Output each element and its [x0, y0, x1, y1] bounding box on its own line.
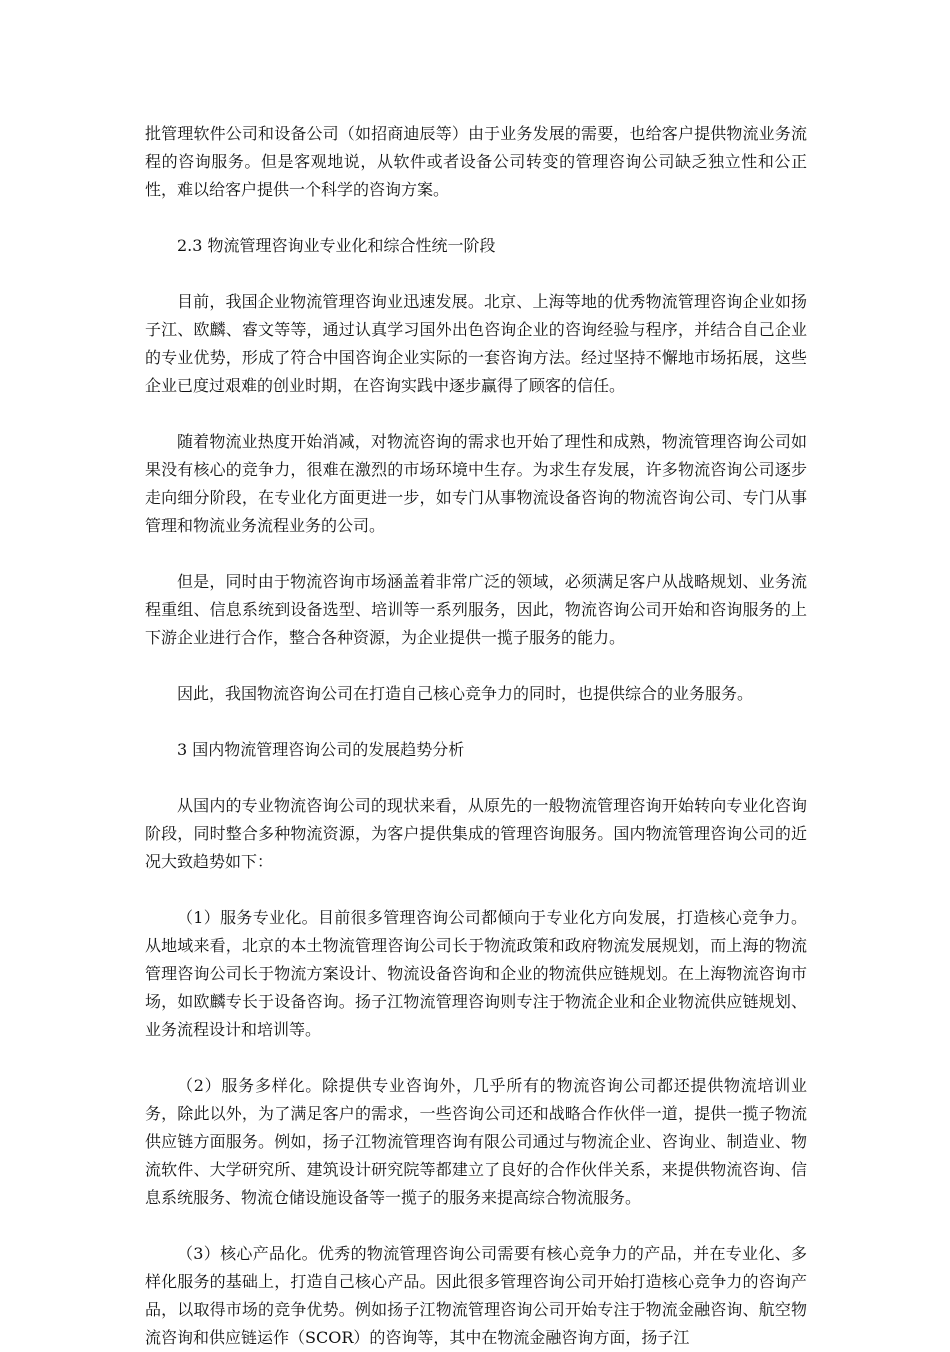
- paragraph-gap: [145, 1212, 807, 1240]
- paragraph-gap: [145, 708, 807, 736]
- section-heading-3: 3 国内物流管理咨询公司的发展趋势分析: [177, 740, 465, 759]
- paragraph-gap: [145, 1044, 807, 1072]
- paragraph-specialization: 随着物流业热度开始消减，对物流咨询的需求也开始了理性和成熟，物流管理咨询公司如果没有核心的竞争力，很难在激烈的市场环境中生存。为求生存发展，许多物流咨询公司逐步走向细分阶段，在专业化方面更进一步，如专门从事物流设备咨询的物流咨询公司、专门从事管理和物流业务流程业务的公司。: [145, 432, 807, 535]
- paragraph-trend-1: （1）服务专业化。目前很多管理咨询公司都倾向于专业化方向发展，打造核心竞争力。从地域来看，北京的本土物流管理咨询公司长于物流政策和政府物流发展规划，而上海的物流管理咨询公司长于物流方案设计、物流设备咨询和企业的物流供应链规划。在上海物流咨询市场，如欧麟专长于设备咨询。扬子江物流管理咨询则专注于物流企业和企业物流供应链规划、业务流程设计和培训等。: [145, 908, 807, 1039]
- paragraph-gap: [145, 400, 807, 428]
- paragraph-continued: 批管理软件公司和设备公司（如招商迪辰等）由于业务发展的需要，也给客户提供物流业务流程的咨询服务。但是客观地说，从软件或者设备公司转变的管理咨询公司缺乏独立性和公正性，难以给客户提供一个科学的咨询方案。: [145, 124, 807, 199]
- paragraph-gap: [145, 260, 807, 288]
- paragraph-gap: [145, 204, 807, 232]
- paragraph-trend-2: （2）服务多样化。除提供专业咨询外，几乎所有的物流咨询公司都还提供物流培训业务，除此以外，为了满足客户的需求，一些咨询公司还和战略合作伙伴一道，提供一揽子物流供应链方面服务。例如，扬子江物流管理咨询有限公司通过与物流企业、咨询业、制造业、物流软件、大学研究所、建筑设计研究院等都建立了良好的合作伙伴关系，来提供物流咨询、信息系统服务、物流仓储设施设备等一揽子的服务来提高综合物流服务。: [145, 1076, 807, 1207]
- paragraph-trend-intro: 从国内的专业物流咨询公司的现状来看，从原先的一般物流管理咨询开始转向专业化咨询阶段，同时整合多种物流资源，为客户提供集成的管理咨询服务。国内物流管理咨询公司的近况大致趋势如下：: [145, 796, 807, 871]
- document-body: [145, 120, 807, 1352]
- paragraph-current-development: 目前，我国企业物流管理咨询业迅速发展。北京、上海等地的优秀物流管理咨询企业如扬子江、欧麟、睿文等等，通过认真学习国外出色咨询企业的咨询经验与程序，并结合自己企业的专业优势，形成了符合中国咨询企业实际的一套咨询方法。经过坚持不懈地市场拓展，这些企业已度过艰难的创业时期，在咨询实践中逐步赢得了顾客的信任。: [145, 292, 807, 395]
- paragraph-gap: [145, 876, 807, 904]
- paragraph-trend-3: （3）核心产品化。优秀的物流管理咨询公司需要有核心竞争力的产品，并在专业化、多样化服务的基础上，打造自己核心产品。因此很多管理咨询公司开始打造核心竞争力的咨询产品，以取得市场的竞争优势。例如扬子江物流管理咨询公司开始专注于物流金融咨询、航空物流咨询和供应链运作（SCOR）的咨询等，其中在物流金融咨询方面，扬子江: [145, 1244, 807, 1347]
- paragraph-gap: [145, 652, 807, 680]
- paragraph-gap: [145, 540, 807, 568]
- paragraph-integration: 但是，同时由于物流咨询市场涵盖着非常广泛的领域，必须满足客户从战略规划、业务流程重组、信息系统到设备选型、培训等一系列服务，因此，物流咨询公司开始和咨询服务的上下游企业进行合作，整合各种资源，为企业提供一揽子服务的能力。: [145, 572, 807, 647]
- section-heading-2-3: 2.3 物流管理咨询业专业化和综合性统一阶段: [177, 236, 496, 255]
- paragraph-conclusion: 因此，我国物流咨询公司在打造自己核心竞争力的同时，也提供综合的业务服务。: [177, 684, 754, 703]
- paragraph-gap: [145, 764, 807, 792]
